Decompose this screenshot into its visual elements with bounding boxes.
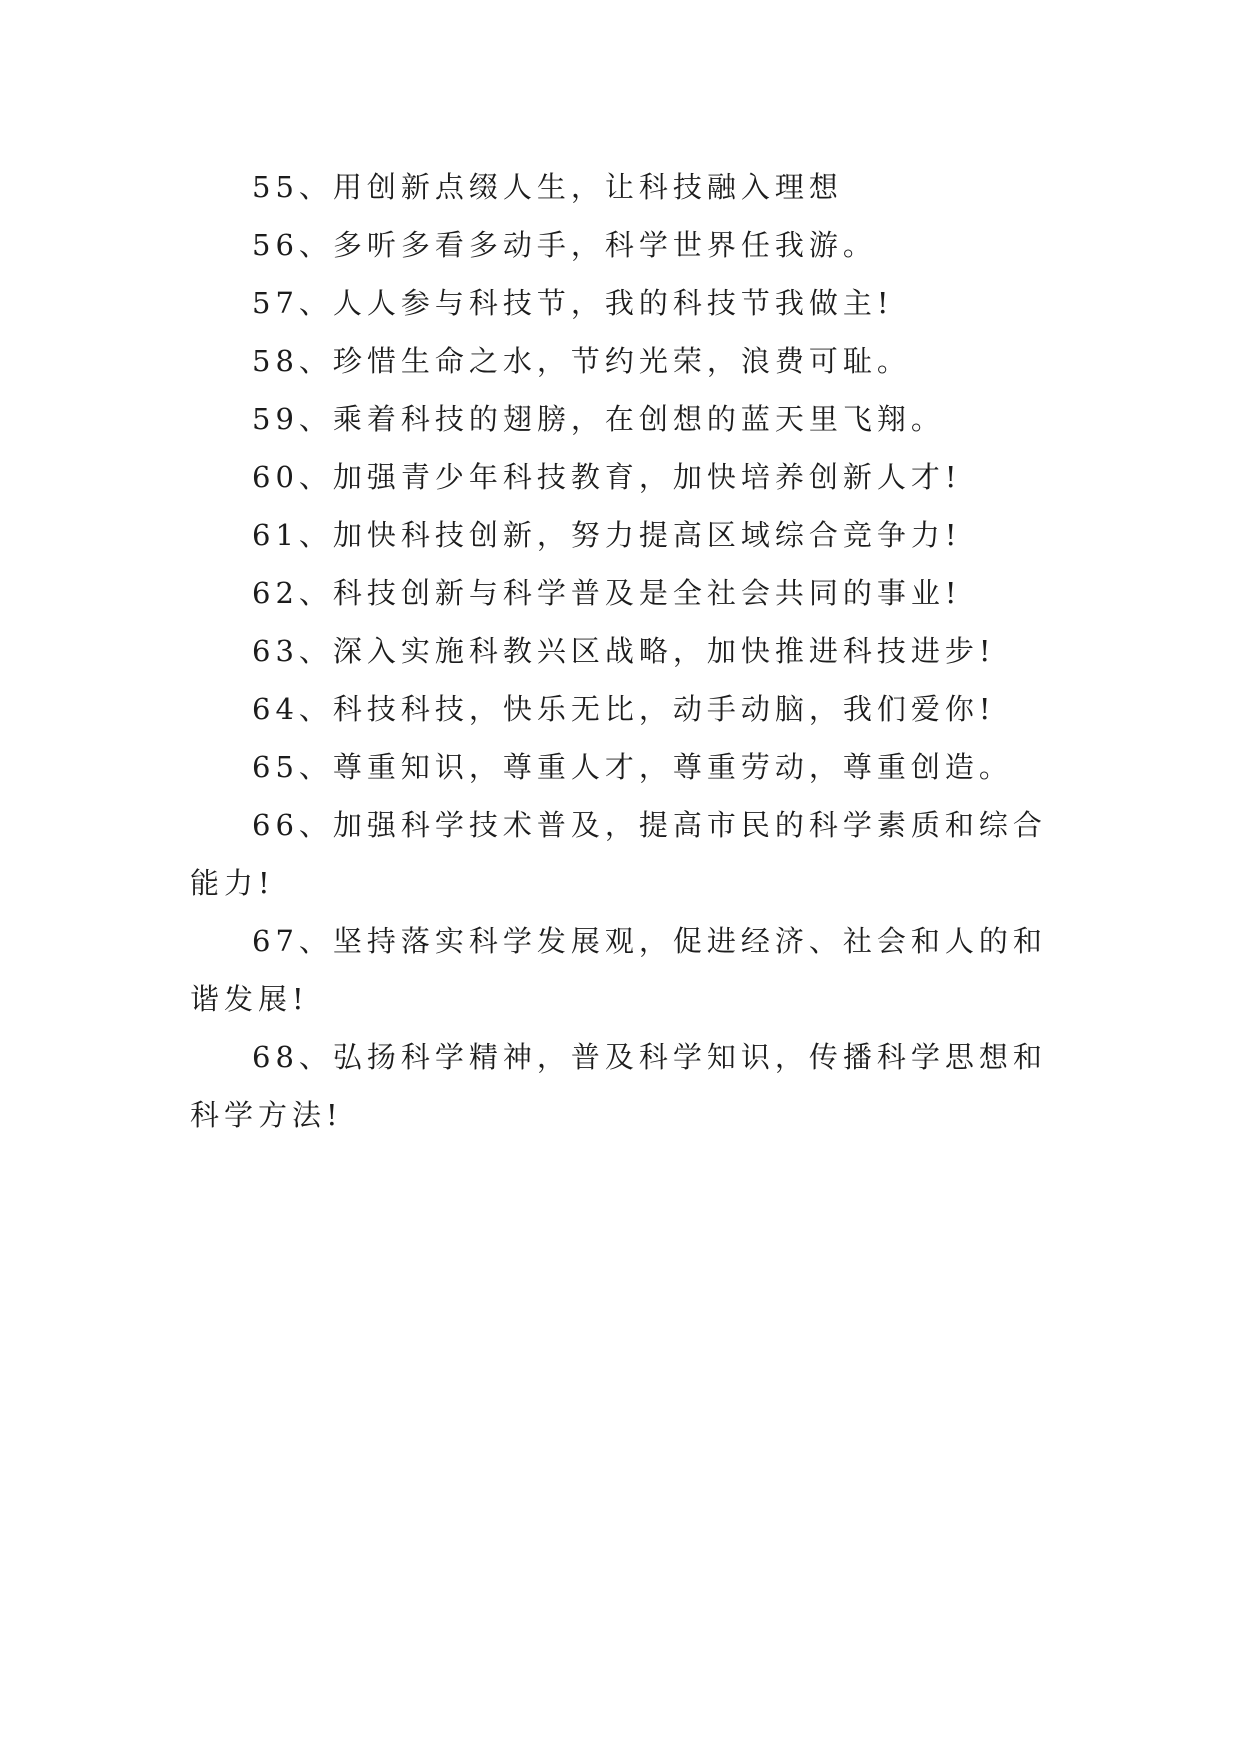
slogan-paragraph: 68、弘扬科学精神，普及科学知识，传播科学思想和科学方法! <box>190 1040 1047 1132</box>
slogan-paragraph: 61、加快科技创新，努力提高区域综合竞争力! <box>252 518 962 552</box>
slogan-paragraph: 66、加强科学技术普及，提高市民的科学素质和综合能力! <box>190 808 1047 900</box>
slogan-paragraph: 63、深入实施科教兴区战略，加快推进科技进步! <box>252 634 996 668</box>
slogan-paragraph: 57、人人参与科技节，我的科技节我做主! <box>252 286 894 320</box>
document-body <box>190 158 1052 1144</box>
slogan-paragraph: 67、坚持落实科学发展观，促进经济、社会和人的和谐发展! <box>190 924 1047 1016</box>
slogan-paragraph: 62、科技创新与科学普及是全社会共同的事业! <box>252 576 962 610</box>
slogan-paragraph: 65、尊重知识，尊重人才，尊重劳动，尊重创造。 <box>252 750 1013 784</box>
slogan-paragraph: 60、加强青少年科技教育，加快培养创新人才! <box>252 460 962 494</box>
slogan-paragraph: 64、科技科技，快乐无比，动手动脑，我们爱你! <box>252 692 996 726</box>
slogan-paragraph: 55、用创新点缀人生，让科技融入理想 <box>252 170 843 204</box>
slogan-paragraph: 58、珍惜生命之水，节约光荣，浪费可耻。 <box>252 344 911 378</box>
slogan-paragraph: 59、乘着科技的翅膀，在创想的蓝天里飞翔。 <box>252 402 945 436</box>
slogan-paragraph: 56、多听多看多动手，科学世界任我游。 <box>252 228 877 262</box>
